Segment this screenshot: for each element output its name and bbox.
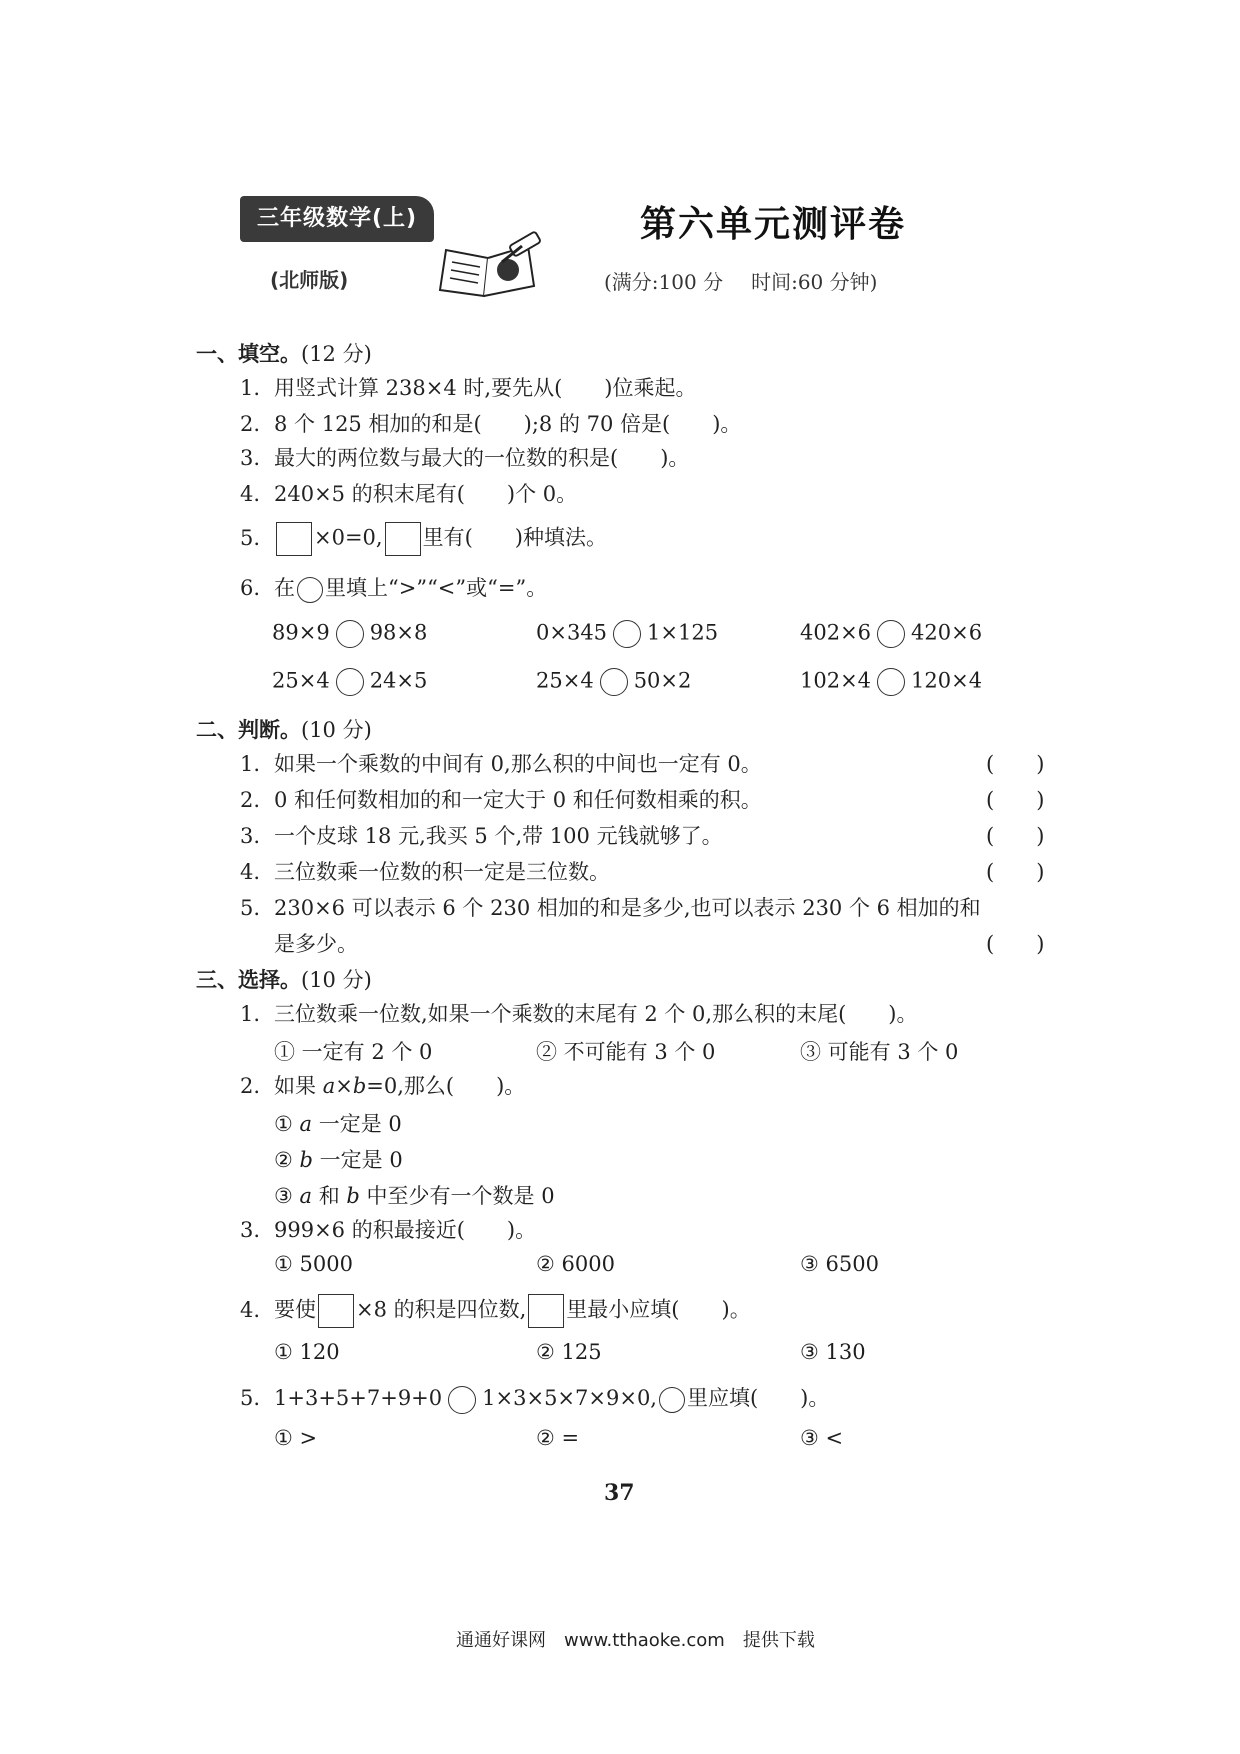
option-3[interactable]: ③ <: [800, 1426, 844, 1450]
variable-a: a: [322, 1074, 336, 1098]
option-1[interactable]: [274, 1108, 402, 1138]
compare-right: 24×5: [369, 668, 428, 693]
question-number: 2.: [240, 788, 261, 812]
question-text: 1+3+5+7+9+0: [274, 1386, 443, 1410]
section-1-title: 一、填空。: [196, 342, 301, 366]
option-text: 和: [312, 1184, 347, 1208]
question-text: 一个皮球 18 元,我买 5 个,带 100 元钱就够了。: [274, 824, 723, 848]
section-3-heading: [196, 966, 372, 994]
answer-box[interactable]: [276, 522, 312, 556]
s2-question-3: [240, 822, 723, 850]
answer-box[interactable]: [528, 1294, 564, 1328]
option-text: 一定是 0: [312, 1148, 403, 1172]
question-number: 3.: [240, 1218, 261, 1242]
answer-box[interactable]: [385, 522, 421, 556]
question-number: 1.: [240, 1002, 261, 1026]
compare-item: [272, 668, 427, 696]
option-marker: ③: [274, 1184, 300, 1208]
section-2-title: 二、判断。: [196, 718, 301, 742]
option-3[interactable]: ③ 6500: [800, 1252, 879, 1276]
judge-bracket[interactable]: ( ): [986, 752, 1045, 776]
compare-item: [536, 620, 718, 648]
question-text: 三位数乘一位数,如果一个乘数的末尾有 2 个 0,那么积的末尾( )。: [274, 1002, 918, 1026]
question-text: 8 个 125 相加的和是( );8 的 70 倍是( )。: [274, 412, 742, 436]
compare-item: [800, 620, 982, 648]
footer-credit: 通通好课网 www.tthaoke.com 提供下载: [456, 1630, 815, 1651]
compare-left: 402×6: [800, 620, 872, 645]
s3-question-1: [240, 1000, 917, 1028]
compare-right: 50×2: [633, 668, 692, 693]
option-text: 一定是 0: [312, 1112, 402, 1136]
question-number: 4.: [240, 482, 261, 506]
question-number: 2.: [240, 1074, 261, 1098]
s3-question-2: [240, 1072, 525, 1100]
question-number: 1.: [240, 376, 261, 400]
option-marker: ①: [274, 1112, 300, 1136]
compare-circle-input[interactable]: [600, 668, 628, 696]
option-2[interactable]: ② 不可能有 3 个 0: [536, 1040, 716, 1064]
page-title: 第六单元测评卷: [640, 203, 907, 245]
question-number: 3.: [240, 446, 261, 470]
page-number: 37: [604, 1480, 635, 1506]
circle-symbol: [659, 1387, 685, 1413]
option-text: 中至少有一个数是 0: [359, 1184, 555, 1208]
compare-item: [272, 620, 427, 648]
variable-a: a: [299, 1184, 313, 1208]
question-text: 里填上“>”“<”或“=”。: [325, 576, 548, 600]
s1-question-1: [240, 374, 696, 402]
question-text: 0 和任何数相加的和一定大于 0 和任何数相乘的积。: [274, 788, 762, 812]
compare-item: [536, 668, 691, 696]
compare-right: 1×125: [647, 620, 719, 645]
compare-item: [800, 668, 982, 696]
compare-left: 89×9: [272, 620, 330, 645]
s2-question-2: [240, 786, 762, 814]
question-text: 用竖式计算 238×4 时,要先从( )位乘起。: [274, 376, 697, 400]
option-1[interactable]: ① 5000: [274, 1252, 353, 1276]
compare-right: 420×6: [911, 620, 983, 645]
s3-question-5: [240, 1384, 829, 1414]
s1-question-2: [240, 410, 741, 438]
option-3[interactable]: [274, 1180, 555, 1210]
s2-question-1: [240, 750, 762, 778]
question-number: 2.: [240, 412, 261, 436]
option-2[interactable]: ② 125: [536, 1340, 602, 1364]
s1-question-5: [240, 522, 607, 556]
question-text: 里应填( )。: [686, 1386, 830, 1410]
question-text: 在: [274, 576, 295, 600]
section-1-points: (12 分): [301, 342, 372, 366]
times-sign: ×: [335, 1074, 353, 1098]
question-text: 要使: [274, 1297, 316, 1322]
grade-badge: 三年级数学(上): [240, 196, 434, 242]
option-1[interactable]: ① 120: [274, 1340, 340, 1364]
judge-bracket[interactable]: ( ): [986, 788, 1045, 812]
section-2-heading: [196, 716, 372, 744]
variable-b: b: [352, 1074, 367, 1098]
question-text-continued: 是多少。: [274, 932, 358, 956]
question-number: 3.: [240, 824, 261, 848]
option-2[interactable]: ② 6000: [536, 1252, 615, 1276]
time-limit: 时间:60 分钟): [751, 270, 878, 294]
question-text: 如果一个乘数的中间有 0,那么积的中间也一定有 0。: [274, 752, 762, 776]
section-1-heading: [196, 340, 372, 368]
variable-b: b: [346, 1184, 360, 1208]
compare-right: 98×8: [369, 620, 428, 645]
option-2[interactable]: [274, 1144, 403, 1174]
question-text: 最大的两位数与最大的一位数的积是( )。: [274, 446, 690, 470]
question-text: ×0=0,: [314, 525, 383, 550]
compare-left: 25×4: [272, 668, 330, 693]
question-text: 里最小应填( )。: [566, 1297, 751, 1322]
compare-circle-input[interactable]: [613, 620, 641, 648]
question-number: 5.: [240, 525, 261, 550]
question-text: 1×3×5×7×9×0,: [482, 1386, 657, 1410]
full-score: (满分:100 分: [604, 270, 724, 294]
question-text: 三位数乘一位数的积一定是三位数。: [274, 860, 610, 884]
section-3-points: (10 分): [301, 968, 372, 992]
compare-circle-input[interactable]: [448, 1386, 476, 1414]
compare-circle-input[interactable]: [336, 668, 364, 696]
s2-question-5: [240, 894, 981, 922]
compare-circle-input[interactable]: [877, 668, 905, 696]
option-2[interactable]: ② =: [536, 1426, 580, 1450]
question-number: 6.: [240, 576, 261, 600]
s1-question-6: [240, 574, 547, 603]
circle-symbol: [297, 577, 323, 603]
book-icon: [436, 228, 548, 300]
compare-left: 0×345: [536, 620, 608, 645]
s3-question-3: [240, 1216, 536, 1244]
question-text: =0,那么( )。: [366, 1074, 526, 1098]
judge-bracket[interactable]: ( ): [986, 860, 1045, 884]
question-text: 240×5 的积末尾有( )个 0。: [274, 482, 578, 506]
compare-circle-input[interactable]: [336, 620, 364, 648]
question-number: 5.: [240, 896, 261, 920]
edition-label: (北师版): [270, 268, 349, 292]
question-number: 5.: [240, 1386, 261, 1410]
option-3[interactable]: ③ 130: [800, 1340, 866, 1364]
judge-bracket[interactable]: ( ): [986, 824, 1045, 848]
section-3-title: 三、选择。: [196, 968, 301, 992]
option-marker: ②: [274, 1148, 300, 1172]
question-text: 999×6 的积最接近( )。: [274, 1218, 537, 1242]
question-number: 1.: [240, 752, 261, 776]
question-text: ×8 的积是四位数,: [356, 1297, 527, 1322]
exam-meta: [604, 266, 877, 295]
judge-bracket[interactable]: ( ): [986, 932, 1045, 956]
answer-box[interactable]: [318, 1294, 354, 1328]
s2-question-4: [240, 858, 610, 886]
compare-left: 102×4: [800, 668, 872, 693]
option-3[interactable]: ③ 可能有 3 个 0: [800, 1040, 959, 1064]
option-1[interactable]: ① 一定有 2 个 0: [274, 1040, 433, 1064]
question-text: 里有( )种填法。: [422, 525, 607, 550]
compare-left: 25×4: [536, 668, 594, 693]
question-number: 4.: [240, 1297, 261, 1322]
question-text: 230×6 可以表示 6 个 230 相加的和是多少,也可以表示 230 个 6 相加的和: [274, 896, 981, 920]
question-text: 如果: [274, 1074, 323, 1098]
variable-b: b: [299, 1148, 313, 1172]
s1-question-3: [240, 444, 689, 472]
variable-a: a: [299, 1112, 313, 1136]
section-2-points: (10 分): [301, 718, 372, 742]
compare-right: 120×4: [911, 668, 983, 693]
s1-question-4: [240, 480, 577, 508]
option-1[interactable]: ① >: [274, 1426, 318, 1450]
s3-question-4: [240, 1294, 751, 1328]
question-number: 4.: [240, 860, 261, 884]
compare-circle-input[interactable]: [877, 620, 905, 648]
